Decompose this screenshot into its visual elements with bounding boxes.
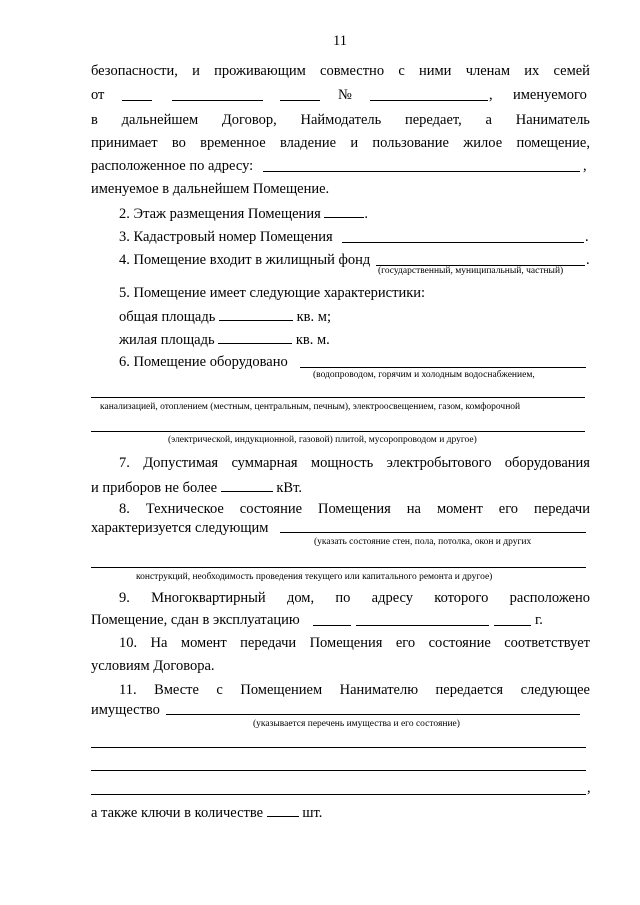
word: семей bbox=[553, 63, 590, 79]
characteristics-text: 5. Помещение имеет следующие характеристики: bbox=[119, 285, 426, 301]
word: суммарная bbox=[231, 455, 298, 471]
word: его bbox=[395, 635, 416, 651]
state-line-1 bbox=[119, 634, 590, 652]
condition-blank-1[interactable] bbox=[280, 532, 586, 533]
equipment-blank-2[interactable] bbox=[91, 397, 585, 398]
word: Многоквартирный bbox=[151, 590, 266, 606]
word: адресу bbox=[371, 590, 414, 606]
period: . bbox=[586, 252, 590, 268]
floor-text: 2. Этаж размещения Помещения bbox=[119, 206, 321, 222]
paragraph-line-3 bbox=[91, 111, 590, 129]
named-word: именуемого bbox=[513, 87, 587, 103]
equipment-blank-3[interactable] bbox=[91, 431, 585, 432]
date-day-blank[interactable] bbox=[122, 100, 152, 101]
word: 10. bbox=[119, 635, 138, 651]
word: во bbox=[171, 135, 186, 151]
word: 11. bbox=[119, 682, 137, 698]
contract-number-blank[interactable] bbox=[370, 100, 488, 101]
power-blank[interactable] bbox=[221, 478, 273, 492]
power-line-1 bbox=[119, 454, 590, 472]
power-line-2 bbox=[91, 478, 302, 497]
keys-unit: шт. bbox=[302, 805, 323, 821]
keys-row bbox=[91, 803, 322, 822]
word: электробытового bbox=[386, 455, 492, 471]
word: Помещения bbox=[317, 501, 391, 517]
date-month-blank[interactable] bbox=[172, 100, 263, 101]
word: расположено bbox=[509, 590, 590, 606]
property-hint: (указывается перечень имущества и его состояние) bbox=[253, 719, 460, 729]
word: момент bbox=[180, 635, 227, 651]
cadastral-number-blank[interactable] bbox=[342, 242, 584, 243]
equipment-hint-2: канализацией, отоплением (местным, центральным, печным), электроосвещением, газом, комфорочной bbox=[100, 402, 521, 412]
address-blank[interactable] bbox=[263, 171, 580, 172]
number-sign: № bbox=[338, 87, 352, 103]
word: с bbox=[398, 63, 405, 79]
commissioning-day-blank[interactable] bbox=[313, 625, 351, 626]
word: жилое bbox=[463, 135, 503, 151]
word: мощность bbox=[310, 455, 374, 471]
property-line-1 bbox=[119, 681, 590, 699]
word: состояние bbox=[428, 635, 491, 651]
page-number: 11 bbox=[333, 33, 347, 49]
word: временное bbox=[200, 135, 266, 151]
living-area-unit: кв. м. bbox=[295, 332, 330, 348]
word: и bbox=[350, 135, 359, 151]
condition-line-1 bbox=[119, 500, 590, 518]
condition-blank-2[interactable] bbox=[91, 567, 586, 568]
housing-fund-text: 4. Помещение входит в жилищный фонд bbox=[119, 252, 371, 268]
word: Наниматель bbox=[515, 112, 590, 128]
property-blank-3[interactable] bbox=[91, 770, 586, 771]
word: и bbox=[192, 63, 200, 79]
word: соответствует bbox=[504, 635, 590, 651]
word: момент bbox=[436, 501, 483, 517]
address-label: расположенное по адресу: bbox=[91, 158, 254, 174]
state-line-2: условиям Договора. bbox=[91, 658, 215, 674]
word: дом, bbox=[286, 590, 315, 606]
equipment-hint-1: (водопроводом, горячим и холодным водоснабжением, bbox=[313, 370, 535, 380]
cadastral-text: 3. Кадастровый номер Помещения bbox=[119, 229, 333, 245]
comma: , bbox=[587, 780, 591, 796]
word: 7. bbox=[119, 455, 130, 471]
word: передачи bbox=[240, 635, 297, 651]
word: помещение, bbox=[516, 135, 590, 151]
housing-fund-hint: (государственный, муниципальный, частный) bbox=[378, 266, 564, 276]
word: проживающим bbox=[214, 63, 306, 79]
commissioning-year-blank[interactable] bbox=[494, 625, 531, 626]
word: пользование bbox=[372, 135, 449, 151]
word: а bbox=[485, 112, 492, 128]
power-unit: кВт. bbox=[276, 480, 302, 496]
comma: , bbox=[489, 87, 493, 103]
word: в bbox=[91, 112, 98, 128]
condition-label: характеризуется следующим bbox=[91, 520, 269, 536]
total-area-row bbox=[119, 307, 331, 326]
condition-hint-2: конструкций, необходимость проведения текущего или капитального ремонта и другое) bbox=[136, 572, 493, 582]
property-label: имущество bbox=[91, 702, 160, 718]
total-area-unit: кв. м; bbox=[296, 309, 331, 325]
floor-blank[interactable] bbox=[324, 204, 364, 218]
commissioning-month-blank[interactable] bbox=[356, 625, 489, 626]
word: членам bbox=[465, 63, 511, 79]
word: следующее bbox=[520, 682, 590, 698]
equipment-hint-3: (электрической, индукционной, газовой) плитой, мусоропроводом и другое) bbox=[168, 435, 477, 445]
word: Вместе bbox=[154, 682, 199, 698]
living-area-row bbox=[119, 330, 330, 349]
year-abbr: г. bbox=[535, 612, 543, 628]
word: дальнейшем bbox=[121, 112, 199, 128]
power-label: и приборов не более bbox=[91, 480, 218, 496]
word: на bbox=[406, 501, 421, 517]
word: Наймодатель bbox=[300, 112, 382, 128]
period: . bbox=[364, 206, 368, 222]
total-area-blank[interactable] bbox=[219, 307, 293, 321]
property-blank-2[interactable] bbox=[91, 747, 586, 748]
word: Техническое bbox=[145, 501, 224, 517]
date-year-blank[interactable] bbox=[280, 100, 320, 101]
total-area-label: общая площадь bbox=[119, 309, 216, 325]
word: 9. bbox=[119, 590, 130, 606]
word: состояние bbox=[239, 501, 303, 517]
keys-label: а также ключи в количестве bbox=[91, 805, 264, 821]
word: Допустимая bbox=[143, 455, 219, 471]
paragraph-line-1 bbox=[91, 62, 590, 80]
word: с bbox=[216, 682, 223, 698]
paragraph-line-4 bbox=[91, 134, 590, 152]
word: Помещением bbox=[240, 682, 323, 698]
living-area-label: жилая площадь bbox=[119, 332, 215, 348]
commissioning-label: Помещение, сдан в эксплуатацию bbox=[91, 612, 300, 628]
word: владение bbox=[279, 135, 337, 151]
word: безопасности, bbox=[91, 63, 178, 79]
floor-label bbox=[119, 204, 368, 223]
building-line-1 bbox=[119, 589, 590, 607]
living-area-blank[interactable] bbox=[218, 330, 292, 344]
equipment-text: 6. Помещение оборудовано bbox=[119, 354, 288, 370]
word: 8. bbox=[119, 501, 130, 517]
word: На bbox=[150, 635, 168, 651]
word: Нанимателю bbox=[339, 682, 419, 698]
word: передается bbox=[435, 682, 504, 698]
keys-count-blank[interactable] bbox=[267, 803, 299, 817]
word: ними bbox=[418, 63, 452, 79]
word: оборудования bbox=[504, 455, 590, 471]
property-blank-1[interactable] bbox=[166, 714, 580, 715]
property-blank-4[interactable] bbox=[91, 794, 586, 795]
word: Договор, bbox=[221, 112, 277, 128]
word: Помещения bbox=[309, 635, 383, 651]
equipment-blank-1[interactable] bbox=[300, 367, 586, 368]
word: передает, bbox=[404, 112, 462, 128]
from-label: от bbox=[91, 87, 105, 103]
word: их bbox=[524, 63, 540, 79]
word: совместно bbox=[320, 63, 385, 79]
period: . bbox=[585, 229, 589, 245]
word: по bbox=[335, 590, 351, 606]
comma: , bbox=[583, 158, 587, 174]
condition-hint-1: (указать состояние стен, пола, потолка, окон и других bbox=[314, 537, 532, 547]
word: передачи bbox=[534, 501, 590, 517]
paragraph-line-6: именуемое в дальнейшем Помещение. bbox=[91, 181, 330, 197]
word: принимает bbox=[91, 135, 158, 151]
word: его bbox=[498, 501, 519, 517]
word: которого bbox=[434, 590, 489, 606]
